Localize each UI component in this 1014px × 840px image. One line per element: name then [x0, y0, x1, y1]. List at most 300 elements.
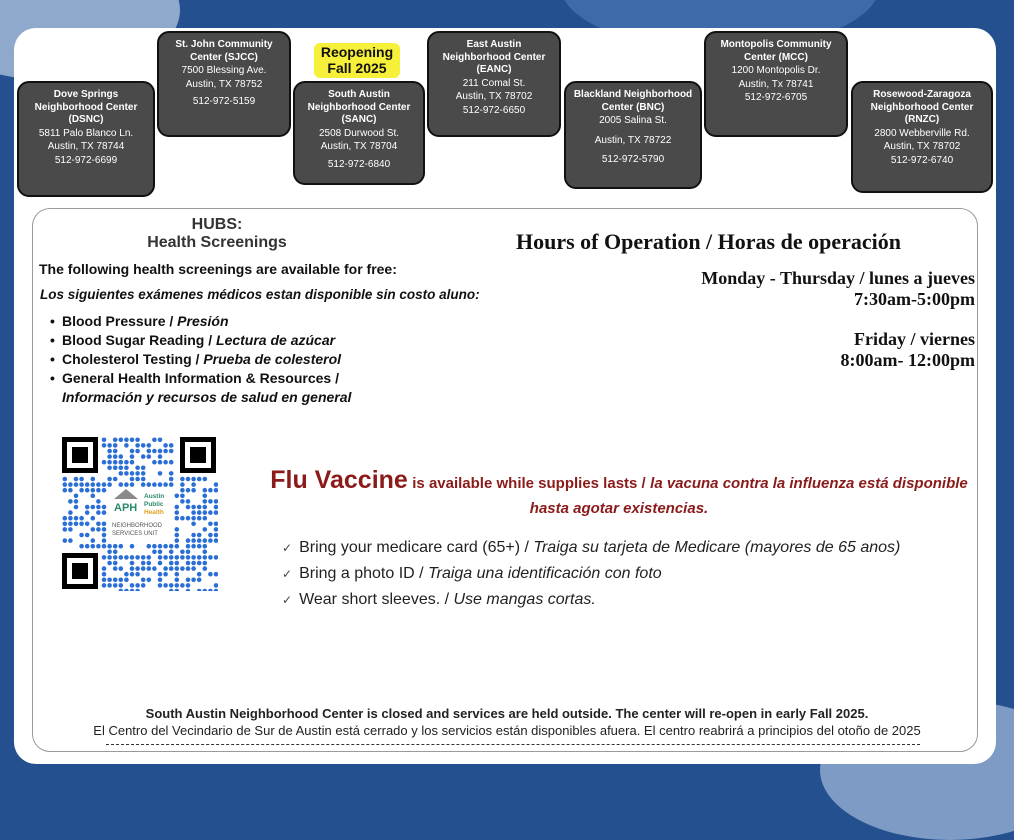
flu-checklist	[282, 535, 900, 613]
weekday-hours	[701, 268, 975, 310]
qr-module	[197, 538, 202, 543]
screenings-list	[50, 312, 351, 407]
qr-module	[186, 566, 191, 571]
qr-module	[214, 488, 218, 493]
qr-module	[91, 482, 96, 487]
qr-module	[180, 477, 185, 482]
hubs-title	[112, 216, 322, 252]
footer-notice-es: El Centro del Vecindario de Sur de Austin está cerrado y los servicios están disponibles afuera. El centro reabrirá a principios del otoño de 2025	[93, 723, 921, 738]
qr-module	[163, 449, 168, 454]
qr-module	[141, 578, 146, 583]
qr-module	[107, 449, 112, 454]
qr-module	[208, 538, 213, 543]
qr-module	[79, 544, 84, 549]
qr-module	[130, 566, 135, 571]
qr-module	[175, 566, 180, 571]
qr-module	[130, 477, 135, 482]
qr-module	[208, 555, 213, 560]
qr-module	[180, 566, 185, 571]
center-city: Austin, TX 78722	[594, 134, 672, 146]
reopening-badge-line2: Fall 2025	[327, 60, 387, 76]
hours-title: Hours of Operation / Horas de operación	[516, 229, 901, 254]
qr-module	[214, 533, 218, 538]
check-en: Bring your medicare card (65+) /	[299, 539, 529, 556]
qr-module	[68, 510, 73, 515]
qr-finder-top-right	[180, 437, 216, 473]
qr-module	[63, 522, 68, 527]
qr-module	[135, 477, 140, 482]
qr-module	[191, 522, 196, 527]
qr-module	[163, 482, 168, 487]
qr-module	[191, 482, 196, 487]
qr-module	[186, 488, 191, 493]
list-item: • General Health Information & Resources / Información y recursos de salud en general	[50, 370, 352, 405]
qr-module	[180, 499, 185, 504]
qr-module	[91, 488, 96, 493]
qr-module	[68, 538, 73, 543]
center-street: 2005 Salina St.	[599, 115, 667, 126]
qr-module	[74, 499, 79, 504]
qr-module	[141, 477, 146, 482]
qr-module	[214, 522, 218, 527]
qr-module	[96, 522, 101, 527]
qr-module	[180, 494, 185, 499]
check-en: Wear short sleeves. /	[299, 591, 450, 608]
qr-module	[214, 499, 218, 504]
qr-module	[124, 466, 129, 471]
qr-module	[208, 499, 213, 504]
qr-module	[191, 477, 196, 482]
qr-module	[135, 589, 140, 591]
qr-module	[147, 443, 152, 448]
qr-module	[68, 516, 73, 521]
qr-module	[102, 482, 107, 487]
qr-module	[147, 544, 152, 549]
qr-module	[169, 550, 174, 555]
list-item: • Blood Sugar Reading / Lectura de azúcar	[50, 332, 336, 348]
qr-module	[180, 555, 185, 560]
qr-module	[203, 544, 208, 549]
center-phone: 512-972-5790	[601, 154, 665, 165]
qr-module	[197, 544, 202, 549]
qr-module	[102, 522, 107, 527]
list-item	[282, 561, 900, 587]
qr-module	[85, 488, 90, 493]
center-name: East Austin Neighborhood Center (EANC)	[442, 39, 546, 75]
qr-module	[191, 510, 196, 515]
qr-module	[141, 443, 146, 448]
center-card-sanc	[293, 81, 425, 185]
qr-module	[169, 583, 174, 588]
item-es: Lectura de azúcar	[216, 332, 336, 348]
qr-module	[186, 505, 191, 510]
qr-module	[186, 550, 191, 555]
qr-module	[113, 544, 118, 549]
qr-module	[147, 555, 152, 560]
aph-line1: Austin	[144, 493, 165, 500]
qr-module	[113, 466, 118, 471]
qr-module	[96, 527, 101, 532]
qr-module	[203, 550, 208, 555]
qr-module	[191, 578, 196, 583]
qr-module	[135, 438, 140, 443]
qr-module	[169, 482, 174, 487]
qr-module	[175, 533, 180, 538]
qr-module	[119, 589, 124, 591]
qr-module	[74, 482, 79, 487]
qr-module	[214, 510, 218, 515]
qr-module	[214, 482, 218, 487]
qr-module	[119, 438, 124, 443]
qr-module	[141, 471, 146, 476]
qr-module	[130, 449, 135, 454]
qr-module	[130, 555, 135, 560]
qr-module	[180, 482, 185, 487]
qr-module	[68, 482, 73, 487]
qr-module	[191, 544, 196, 549]
check-es: Use mangas cortas.	[453, 591, 596, 608]
qr-module	[214, 555, 218, 560]
qr-module	[107, 550, 112, 555]
qr-module	[186, 555, 191, 560]
reopening-badge	[314, 43, 400, 78]
qr-module	[180, 583, 185, 588]
footer-notice-en: South Austin Neighborhood Center is closed and services are held outside. The center will re-open in early Fall 2025.	[145, 706, 869, 721]
qr-module	[130, 438, 135, 443]
item-en: General Health Information & Resources /	[62, 370, 339, 386]
qr-module	[152, 544, 157, 549]
qr-module	[203, 505, 208, 510]
center-name: South Austin Neighborhood Center (SANC)	[307, 89, 411, 125]
qr-module	[85, 544, 90, 549]
qr-module	[96, 499, 101, 504]
qr-module	[135, 466, 140, 471]
flu-title: Flu Vaccine	[270, 466, 408, 494]
qr-module	[85, 482, 90, 487]
center-street: 5811 Palo Blanco Ln.	[38, 127, 134, 139]
qr-module	[119, 578, 124, 583]
qr-module	[102, 443, 107, 448]
qr-module	[102, 460, 107, 465]
qr-module	[107, 482, 112, 487]
qr-module	[96, 510, 101, 515]
qr-module	[191, 516, 196, 521]
qr-module	[203, 488, 208, 493]
item-en: Blood Pressure /	[62, 313, 174, 329]
qr-module	[102, 488, 107, 493]
center-street: 7500 Blessing Ave.	[181, 65, 267, 76]
qr-module	[152, 449, 157, 454]
qr-module	[203, 494, 208, 499]
qr-module	[191, 488, 196, 493]
aph-unit2: SERVICES UNIT	[112, 531, 158, 537]
qr-module	[152, 566, 157, 571]
qr-module	[63, 516, 68, 521]
qr-module	[203, 510, 208, 515]
center-city: Austin, TX 78704	[320, 141, 398, 152]
qr-module	[147, 578, 152, 583]
qr-module	[130, 471, 135, 476]
qr-module	[158, 438, 163, 443]
center-name: Blackland Neighborhood Center (BNC)	[573, 89, 693, 113]
qr-module	[158, 578, 163, 583]
qr-module	[96, 482, 101, 487]
center-city: Austin, TX 78702	[883, 141, 961, 152]
qr-module	[107, 460, 112, 465]
qr-module	[124, 589, 129, 591]
qr-module	[135, 566, 140, 571]
qr-module	[113, 449, 118, 454]
qr-module	[169, 471, 174, 476]
qr-module	[107, 555, 112, 560]
qr-module	[169, 443, 174, 448]
center-phone: 512-972-6740	[890, 154, 954, 166]
qr-module	[119, 482, 124, 487]
qr-module	[208, 522, 213, 527]
qr-module	[91, 477, 96, 482]
qr-module	[135, 572, 140, 577]
qr-module	[130, 589, 135, 591]
center-card-dsnc	[17, 81, 155, 197]
qr-module	[175, 494, 180, 499]
flu-vaccine-statement	[250, 468, 988, 521]
qr-module	[124, 438, 129, 443]
qr-module	[135, 555, 140, 560]
screenings-intro: The following health screenings are available for free:	[39, 261, 397, 277]
qr-module	[79, 488, 84, 493]
qr-module	[186, 499, 191, 504]
aph-line3: Health	[144, 509, 164, 516]
qr-module	[107, 454, 112, 459]
center-street: 211 Comal St.	[462, 77, 526, 89]
qr-module	[163, 443, 168, 448]
qr-module	[186, 561, 191, 566]
qr-module	[102, 578, 107, 583]
qr-module	[102, 572, 107, 577]
qr-module	[197, 477, 202, 482]
qr-module	[119, 471, 124, 476]
qr-module	[102, 555, 107, 560]
item-en: Blood Sugar Reading /	[62, 332, 213, 348]
qr-module	[203, 527, 208, 532]
qr-module	[119, 555, 124, 560]
qr-module	[68, 522, 73, 527]
qr-module	[191, 555, 196, 560]
list-item: • Cholesterol Testing / Prueba de colesterol	[50, 351, 342, 367]
qr-module	[91, 494, 96, 499]
qr-module	[113, 578, 118, 583]
qr-module	[175, 555, 180, 560]
qr-module	[74, 505, 79, 510]
qr-finder-top-left	[62, 437, 98, 473]
qr-module	[74, 494, 79, 499]
qr-module	[203, 499, 208, 504]
qr-module	[147, 566, 152, 571]
qr-module	[113, 454, 118, 459]
center-phone: 512-972-5159	[192, 96, 256, 107]
qr-module	[191, 538, 196, 543]
item-es: Información y recursos de salud en general	[62, 389, 352, 405]
qr-module	[186, 477, 191, 482]
qr-module	[169, 589, 174, 591]
qr-module	[158, 482, 163, 487]
reopening-badge-line1: Reopening	[320, 44, 394, 60]
qr-finder-bottom-left	[62, 553, 98, 589]
qr-module	[124, 572, 129, 577]
qr-module	[113, 550, 118, 555]
qr-module	[119, 544, 124, 549]
center-phone: 512-972-6650	[462, 104, 526, 116]
qr-module	[203, 566, 208, 571]
center-card-mcc	[704, 31, 848, 137]
divider	[106, 744, 920, 745]
friday-label: Friday / viernes	[854, 329, 975, 349]
qr-module	[85, 522, 90, 527]
qr-module	[79, 522, 84, 527]
qr-module	[113, 555, 118, 560]
qr-module	[158, 572, 163, 577]
qr-module	[113, 460, 118, 465]
qr-module	[135, 471, 140, 476]
qr-module	[175, 505, 180, 510]
weekday-label: Monday - Thursday / lunes a jueves	[701, 268, 975, 288]
center-city: Austin, TX 78744	[47, 141, 125, 152]
qr-module	[63, 482, 68, 487]
center-card-sjcc	[157, 31, 291, 137]
qr-module	[163, 572, 168, 577]
qr-module	[91, 538, 96, 543]
qr-module	[79, 533, 84, 538]
qr-module	[130, 561, 135, 566]
qr-module	[203, 589, 208, 591]
qr-code[interactable]	[60, 435, 218, 591]
qr-module	[124, 578, 129, 583]
qr-module	[175, 544, 180, 549]
qr-module	[102, 544, 107, 549]
qr-module	[186, 583, 191, 588]
qr-module	[214, 572, 218, 577]
qr-module	[191, 533, 196, 538]
qr-module	[197, 510, 202, 515]
qr-module	[141, 466, 146, 471]
qr-module	[197, 578, 202, 583]
qr-module	[141, 454, 146, 459]
qr-module	[169, 566, 174, 571]
check-icon: ✓	[282, 541, 293, 555]
qr-module	[68, 488, 73, 493]
qr-module	[152, 482, 157, 487]
qr-module	[158, 454, 163, 459]
qr-module	[135, 449, 140, 454]
qr-module	[119, 466, 124, 471]
qr-module	[107, 544, 112, 549]
qr-module	[203, 561, 208, 566]
qr-module	[169, 561, 174, 566]
qr-module	[147, 454, 152, 459]
item-en: Cholesterol Testing /	[62, 351, 200, 367]
qr-module	[186, 544, 191, 549]
qr-module	[203, 538, 208, 543]
qr-module	[186, 516, 191, 521]
qr-module	[180, 488, 185, 493]
qr-module	[214, 527, 218, 532]
aph-logo	[110, 487, 174, 541]
center-phone: 512-972-6840	[327, 158, 391, 170]
center-city: Austin, TX 78702	[455, 91, 533, 102]
qr-module	[158, 555, 163, 560]
qr-module	[169, 449, 174, 454]
qr-module	[119, 583, 124, 588]
qr-module	[208, 589, 213, 591]
qr-module	[107, 578, 112, 583]
qr-module	[186, 538, 191, 543]
qr-module	[68, 527, 73, 532]
qr-module	[152, 438, 157, 443]
hubs-title-line2: Health Screenings	[147, 234, 287, 251]
qr-module	[186, 578, 191, 583]
qr-module	[135, 443, 140, 448]
qr-module	[102, 527, 107, 532]
list-item: • Blood Pressure / Presión	[50, 313, 229, 329]
qr-module	[113, 566, 118, 571]
qr-module	[147, 482, 152, 487]
center-card-rnzc	[851, 81, 993, 193]
qr-module	[197, 516, 202, 521]
qr-module	[208, 488, 213, 493]
qr-module	[124, 443, 129, 448]
qr-module	[147, 449, 152, 454]
qr-module	[107, 561, 112, 566]
center-phone: 512-972-6699	[54, 154, 118, 166]
qr-module	[107, 583, 112, 588]
qr-module	[130, 544, 135, 549]
qr-module	[74, 516, 79, 521]
item-es: Prueba de colesterol	[203, 351, 342, 367]
qr-module	[96, 488, 101, 493]
qr-module	[180, 516, 185, 521]
qr-module	[197, 561, 202, 566]
qr-module	[163, 583, 168, 588]
qr-module	[135, 583, 140, 588]
qr-module	[107, 466, 112, 471]
qr-module	[113, 477, 118, 482]
qr-module	[158, 460, 163, 465]
qr-module	[124, 460, 129, 465]
center-name: Dove Springs Neighborhood Center (DSNC)	[34, 89, 138, 125]
qr-module	[163, 544, 168, 549]
qr-module	[102, 510, 107, 515]
qr-module	[91, 505, 96, 510]
qr-module	[175, 527, 180, 532]
qr-module	[158, 544, 163, 549]
qr-module	[130, 482, 135, 487]
qr-module	[197, 555, 202, 560]
qr-module	[130, 583, 135, 588]
qr-module	[102, 583, 107, 588]
qr-module	[130, 454, 135, 459]
qr-module	[147, 561, 152, 566]
qr-module	[68, 499, 73, 504]
check-es: Traiga su tarjeta de Medicare (mayores de 65 anos)	[533, 539, 901, 556]
qr-module	[158, 550, 163, 555]
qr-module	[203, 555, 208, 560]
qr-module	[203, 477, 208, 482]
qr-module	[113, 438, 118, 443]
center-street: 1200 Montopolis Dr.	[731, 65, 821, 76]
qr-module	[119, 566, 124, 571]
flu-text-en: is available while supplies lasts /	[412, 475, 646, 492]
qr-module	[163, 460, 168, 465]
